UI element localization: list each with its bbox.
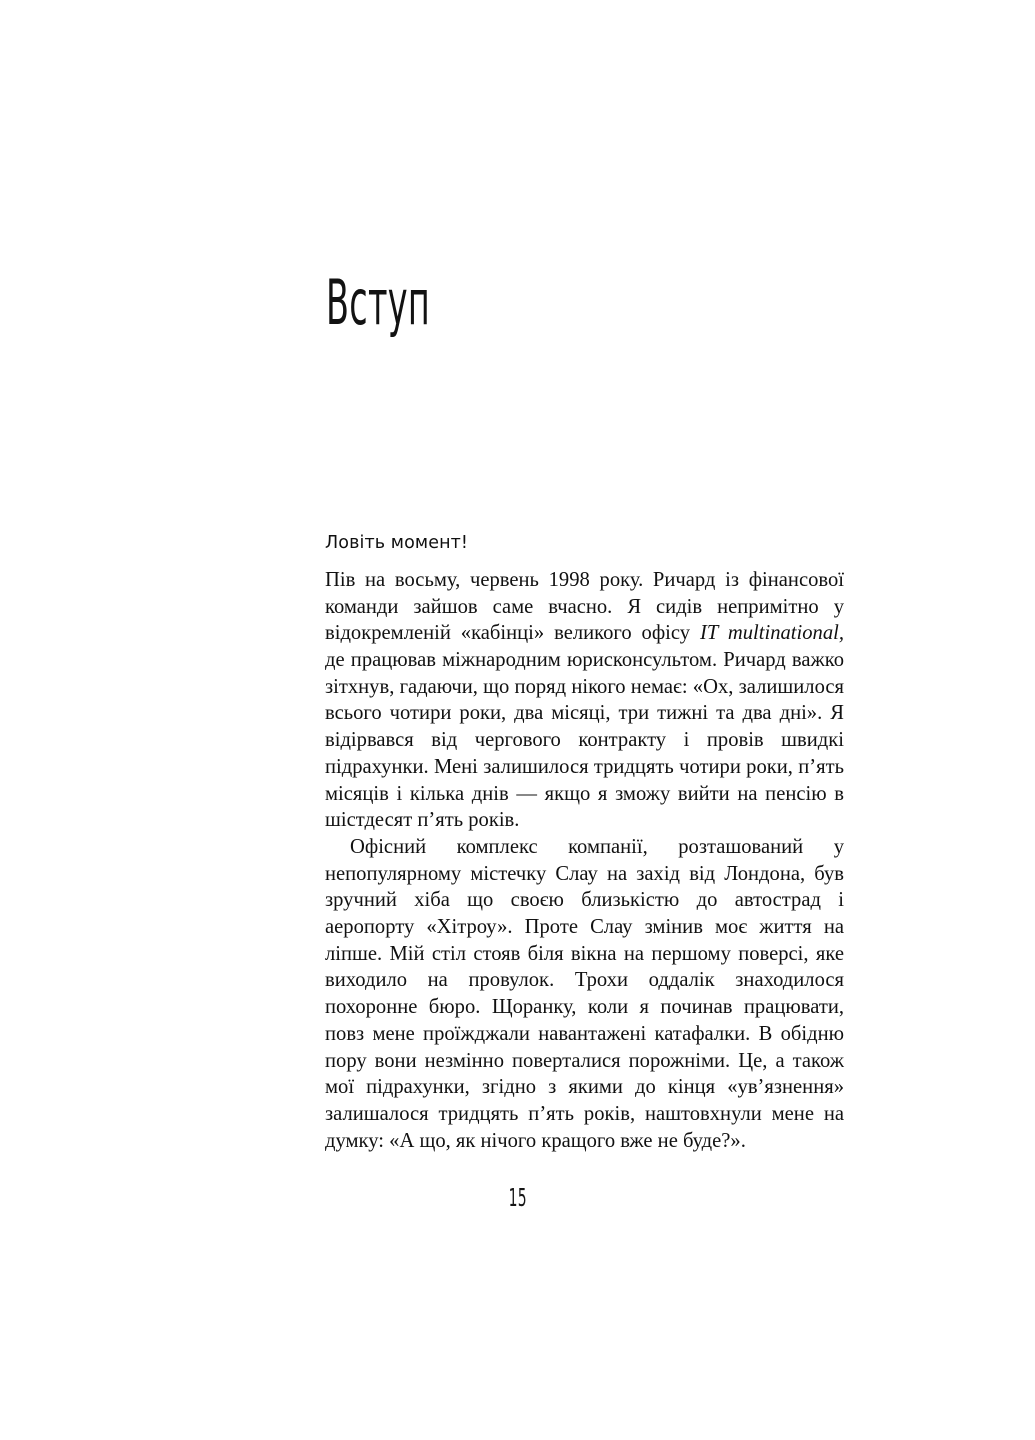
section-heading: Ловіть момент! <box>325 533 469 553</box>
italic-run: IT multinational, <box>700 622 844 645</box>
page-number <box>0 1185 1035 1210</box>
body-paragraph: Пів на восьму, червень 1998 року. Ричард із фінансової команди зайшов саме вчасно. Я сидів непримітно у відокремленій «кабінці» великого офісу IT multinational, де працював міжнародним юрисконсультом. Ричард важко зітхнув, гадаючи, що поряд нікого немає: «Ох, залишилося всього чотири роки, два місяці, три тижні та два дні». Я відірвався від чергового контракту і провів швидкі підрахунки. Мені залишилося тридцять чотири роки, п’ять місяців і кілька днів — якщо я зможу вийти на пенсію в шістдесят п’ять років. <box>325 568 844 832</box>
page-number-value: 15 <box>508 1183 527 1212</box>
body-paragraph: Офісний комплекс компанії, розташований у непопулярному містечку Слау на захід від Лондона, був зручний хіба що своєю близькістю до автострад і аеропорту «Хітроу». Проте Слау змінив моє життя на ліпше. Мій стіл стояв біля вікна на першому поверсі, яке виходило на провулок. Трохи оддалік знаходилося похоронне бюро. Щоранку, коли я починав працювати, повз мене проїжджали навантажені катафалки. В обідню пору вони незмінно поверталися порожніми. Це, а також мої підрахунки, згідно з якими до кінця «ув’язнення» залишалося тридцять п’ять років, наштовхнули мене на думку: «А що, як нічого кращого вже не буде?». <box>325 835 844 1152</box>
chapter-title: Вступ <box>326 266 431 339</box>
text-column <box>325 533 844 1154</box>
